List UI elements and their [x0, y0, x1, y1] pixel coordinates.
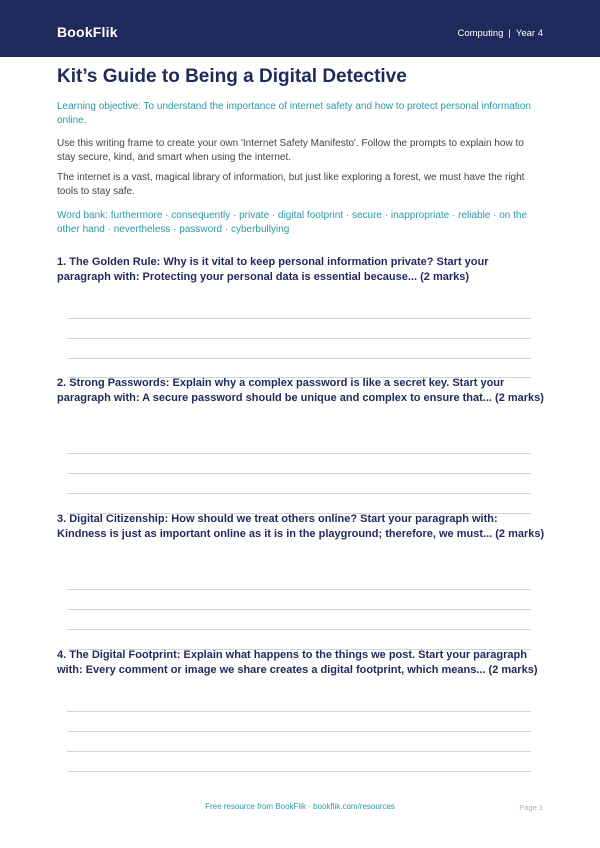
learning-objective: Learning objective: To understand the importance of internet safety and how to protect personal information online.: [57, 101, 531, 126]
answer-line[interactable]: [67, 493, 531, 494]
answer-line[interactable]: [67, 589, 531, 590]
year-label: Year 4: [515, 28, 543, 39]
page-number: Page 1: [519, 803, 543, 812]
intro-paragraph-1: Use this writing frame to create your own 'Internet Safety Manifesto'. Follow the prompts to explain how to stay secure, kind, and smart when using the internet.: [57, 138, 524, 163]
intro-paragraph-2: The internet is a vast, magical library of information, but just like exploring a forest, we must have the right tools to stay safe.: [57, 172, 525, 197]
brand-logo: BookFlik: [57, 24, 118, 40]
answer-line[interactable]: [67, 629, 531, 630]
footer-resource-link[interactable]: Free resource from BookFlik · bookflik.com/resources: [205, 802, 395, 811]
header-separator: |: [508, 28, 511, 39]
question-3: 3. Digital Citizenship: How should we treat others online? Start your paragraph with: Kindness is just as important online as it is in the playground; therefore, we must... (2 marks): [57, 513, 545, 540]
answer-line[interactable]: [67, 318, 531, 319]
page-header: [0, 0, 600, 57]
question-1: 1. The Golden Rule: Why is it vital to keep personal information private? Start your paragraph with: Protecting your personal data is essential because... (2 marks): [57, 256, 489, 283]
answer-line[interactable]: [67, 751, 531, 752]
header-meta: [457, 28, 543, 39]
answer-line[interactable]: [67, 453, 531, 454]
question-4: 4. The Digital Footprint: Explain what happens to the things we post. Start your paragraph with: Every comment or image we share creates a digital footprint, which means... (2 marks): [57, 649, 538, 676]
answer-line[interactable]: [67, 473, 531, 474]
answer-line[interactable]: [67, 609, 531, 610]
page-title: Kit’s Guide to Being a Digital Detective: [57, 66, 407, 87]
answer-line[interactable]: [67, 771, 531, 772]
answer-line[interactable]: [67, 358, 531, 359]
answer-line[interactable]: [67, 731, 531, 732]
word-bank: Word bank: furthermore · consequently · private · digital footprint · secure · inappropriate · reliable · on the other hand · nevertheless · password · cyberbullying: [57, 210, 528, 235]
answer-line[interactable]: [67, 711, 531, 712]
question-2: 2. Strong Passwords: Explain why a complex password is like a secret key. Start your paragraph with: A secure password should be unique and complex to ensure that... (2 marks): [57, 377, 544, 404]
subject-label: Computing: [457, 28, 504, 39]
answer-line[interactable]: [67, 338, 531, 339]
